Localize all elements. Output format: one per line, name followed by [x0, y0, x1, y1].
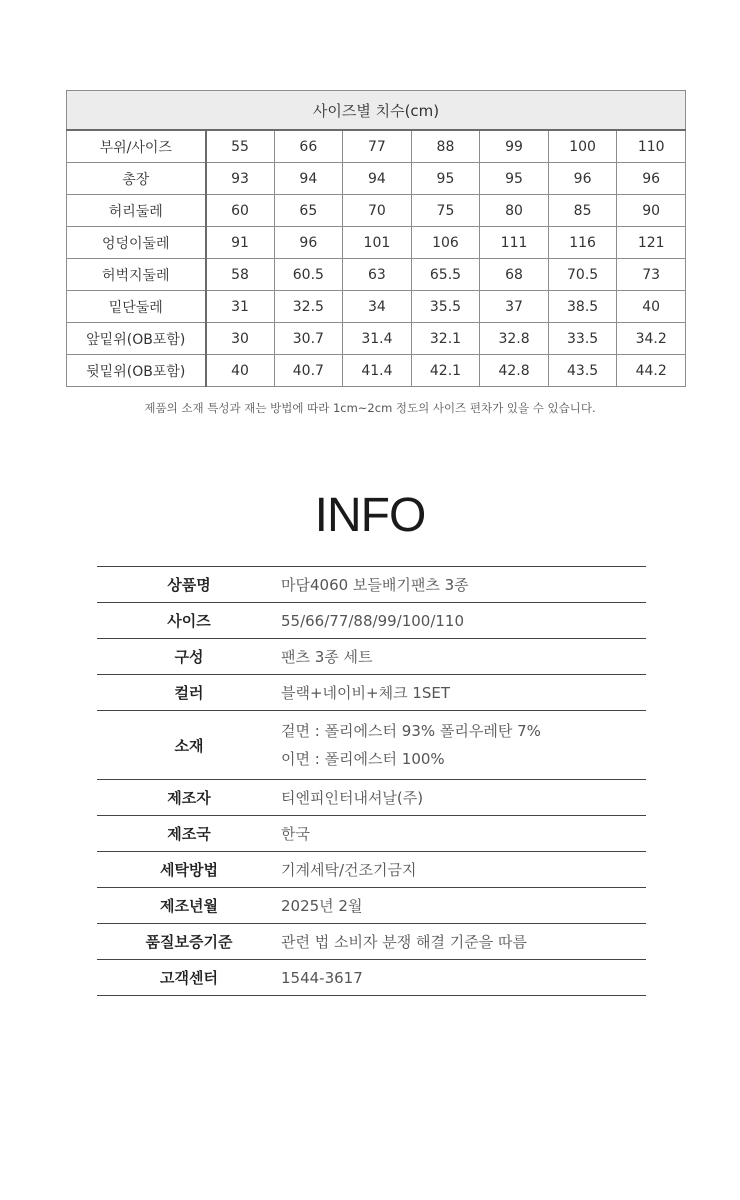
- size-row: [67, 163, 686, 195]
- info-label: 세탁방법: [160, 861, 218, 879]
- info-row: [97, 924, 646, 960]
- size-value-cell: 70.5: [548, 259, 617, 291]
- size-value-cell: 116: [548, 227, 617, 259]
- info-value-line: 티엔피인터내셔날(주): [281, 788, 424, 807]
- size-value-cell: 91: [206, 227, 275, 259]
- size-header-cell: 100: [548, 130, 617, 163]
- size-value-cell: 43.5: [548, 355, 617, 387]
- info-value-line: 한국: [281, 824, 310, 843]
- size-value-cell: 65: [274, 195, 343, 227]
- info-value-line: 겉면 : 폴리에스터 93% 폴리우레탄 7%: [281, 722, 541, 740]
- size-value-cell: 32.1: [411, 323, 480, 355]
- size-value-cell: 65.5: [411, 259, 480, 291]
- size-value-cell: 34.2: [617, 323, 686, 355]
- size-value-cell: 38.5: [548, 291, 617, 323]
- size-value-cell: 68: [480, 259, 549, 291]
- info-label: 제조년월: [160, 897, 218, 915]
- size-value-cell: 32.5: [274, 291, 343, 323]
- product-info-body: [97, 567, 646, 996]
- info-label: 품질보증기준: [145, 933, 233, 951]
- info-label: 소재: [174, 736, 204, 755]
- info-value-line: 이면 : 폴리에스터 100%: [281, 750, 445, 768]
- info-value: [281, 780, 646, 816]
- size-row-label: 엉덩이둘레: [67, 227, 206, 259]
- size-header-label: 부위/사이즈: [67, 130, 206, 163]
- size-value-cell: 90: [617, 195, 686, 227]
- size-value-cell: 60.5: [274, 259, 343, 291]
- size-header-cell: 110: [617, 130, 686, 163]
- size-value-cell: 63: [343, 259, 412, 291]
- size-value-cell: 94: [274, 163, 343, 195]
- product-info-table: [97, 566, 646, 996]
- size-value-cell: 75: [411, 195, 480, 227]
- size-value-cell: 31: [206, 291, 275, 323]
- info-row: [97, 960, 646, 996]
- size-value-cell: 40: [617, 291, 686, 323]
- size-value-cell: 37: [480, 291, 549, 323]
- info-value-line: 관련 법 소비자 분쟁 해결 기준을 따름: [281, 932, 527, 951]
- info-value: [281, 852, 646, 888]
- size-header-cell: 55: [206, 130, 275, 163]
- info-value: [281, 603, 646, 639]
- size-value-cell: 32.8: [480, 323, 549, 355]
- size-value-cell: 96: [274, 227, 343, 259]
- info-value-line: 기계세탁/건조기금지: [281, 860, 417, 879]
- info-label: 고객센터: [160, 969, 218, 987]
- info-row: [97, 711, 646, 780]
- info-value: [281, 960, 646, 996]
- size-value-cell: 60: [206, 195, 275, 227]
- size-chart-title: 사이즈별 치수(cm): [67, 91, 686, 131]
- info-label: 제조국: [167, 825, 211, 843]
- size-value-cell: 95: [480, 163, 549, 195]
- size-value-cell: 94: [343, 163, 412, 195]
- info-row: [97, 603, 646, 639]
- info-value: [281, 675, 646, 711]
- size-value-cell: 40.7: [274, 355, 343, 387]
- info-value: [281, 711, 646, 780]
- size-header-cell: 77: [343, 130, 412, 163]
- size-row: [67, 323, 686, 355]
- size-row-label: 뒷밑위(OB포함): [67, 355, 206, 387]
- info-row: [97, 567, 646, 603]
- size-row: [67, 195, 686, 227]
- info-value: [281, 888, 646, 924]
- size-value-cell: 42.8: [480, 355, 549, 387]
- size-value-cell: 30: [206, 323, 275, 355]
- size-row: [67, 355, 686, 387]
- size-value-cell: 30.7: [274, 323, 343, 355]
- info-value: [281, 567, 646, 603]
- size-value-cell: 111: [480, 227, 549, 259]
- info-row: [97, 852, 646, 888]
- size-row-label: 허벅지둘레: [67, 259, 206, 291]
- size-value-cell: 73: [617, 259, 686, 291]
- size-value-cell: 101: [343, 227, 412, 259]
- size-value-cell: 96: [548, 163, 617, 195]
- info-row: [97, 816, 646, 852]
- info-value-line: 팬츠 3종 세트: [281, 647, 373, 666]
- info-row: [97, 888, 646, 924]
- size-value-cell: 33.5: [548, 323, 617, 355]
- size-row-label: 총장: [67, 163, 206, 195]
- size-value-cell: 95: [411, 163, 480, 195]
- size-value-cell: 44.2: [617, 355, 686, 387]
- size-row: [67, 291, 686, 323]
- size-value-cell: 85: [548, 195, 617, 227]
- size-value-cell: 40: [206, 355, 275, 387]
- size-value-cell: 34: [343, 291, 412, 323]
- size-header-cell: 88: [411, 130, 480, 163]
- size-deviation-note: 제품의 소재 특성과 재는 방법에 따라 1cm~2cm 정도의 사이즈 편차가 있을 수 있습니다.: [144, 401, 596, 415]
- info-value: [281, 816, 646, 852]
- info-label: 컬러: [174, 684, 204, 702]
- size-value-cell: 121: [617, 227, 686, 259]
- info-row: [97, 780, 646, 816]
- size-row-label: 앞밑위(OB포함): [67, 323, 206, 355]
- size-row-label: 밑단둘레: [67, 291, 206, 323]
- info-row: [97, 675, 646, 711]
- info-label: 구성: [174, 648, 204, 666]
- size-row: [67, 259, 686, 291]
- size-value-cell: 96: [617, 163, 686, 195]
- info-value-line: 마담4060 보들배기팬츠 3종: [281, 575, 469, 594]
- info-label: 상품명: [167, 576, 211, 594]
- size-value-cell: 70: [343, 195, 412, 227]
- size-value-cell: 41.4: [343, 355, 412, 387]
- size-header-cell: 99: [480, 130, 549, 163]
- info-value-line: 블랙+네이비+체크 1SET: [281, 683, 451, 702]
- info-heading: INFO: [314, 489, 426, 542]
- info-value-line: 2025년 2월: [281, 896, 363, 915]
- info-label: 제조자: [167, 789, 211, 807]
- info-row: [97, 639, 646, 675]
- size-chart-table: [66, 90, 686, 387]
- size-value-cell: 93: [206, 163, 275, 195]
- size-row-label: 허리둘레: [67, 195, 206, 227]
- info-label: 사이즈: [167, 612, 211, 630]
- size-value-cell: 31.4: [343, 323, 412, 355]
- size-value-cell: 35.5: [411, 291, 480, 323]
- size-value-cell: 58: [206, 259, 275, 291]
- info-value: [281, 639, 646, 675]
- info-value-line: 1544-3617: [281, 968, 363, 987]
- info-value-line: 55/66/77/88/99/100/110: [281, 611, 465, 630]
- size-row: [67, 227, 686, 259]
- size-value-cell: 106: [411, 227, 480, 259]
- size-chart-body: [67, 130, 686, 387]
- size-header-cell: 66: [274, 130, 343, 163]
- size-header-row: [67, 130, 686, 163]
- size-value-cell: 80: [480, 195, 549, 227]
- size-value-cell: 42.1: [411, 355, 480, 387]
- info-value: [281, 924, 646, 960]
